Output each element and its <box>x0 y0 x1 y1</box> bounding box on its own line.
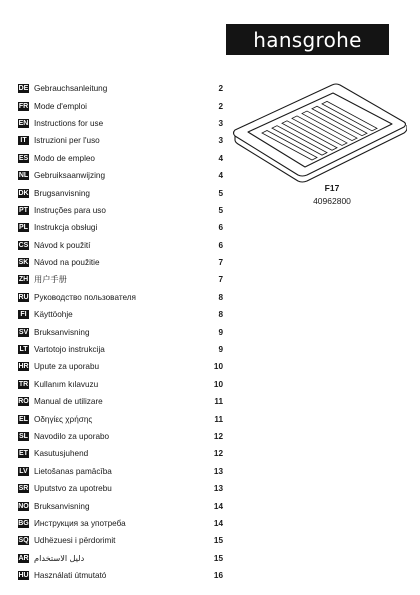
product-model: F17 <box>324 183 340 193</box>
toc-page-number: 3 <box>218 136 223 146</box>
toc-page-number: 9 <box>218 327 223 337</box>
toc-title: Bruksanvisning <box>34 327 90 337</box>
toc-title: دليل الاستخدام <box>34 554 85 564</box>
toc-title: Upute za uporabu <box>34 362 100 372</box>
language-code-badge: NL <box>18 172 29 180</box>
toc-page-number: 5 <box>218 188 223 198</box>
toc-entry <box>18 80 223 97</box>
toc-page-number: 2 <box>218 84 223 94</box>
language-code-badge: HU <box>18 572 29 580</box>
toc-entry <box>18 445 223 462</box>
article-number: 40962800 <box>313 196 351 206</box>
toc-page-number: 13 <box>213 466 223 476</box>
toc-page-number: 4 <box>218 171 223 181</box>
language-code-badge: FR <box>18 102 29 110</box>
toc-title: 用户手册 <box>34 275 67 285</box>
toc-page-number: 15 <box>213 553 223 563</box>
toc-title: Instrukcja obsługi <box>34 223 98 233</box>
toc-title: Gebruiksaanwijzing <box>34 171 105 181</box>
toc-page-number: 8 <box>218 292 223 302</box>
language-code-badge: EL <box>19 415 28 423</box>
toc-entry <box>18 271 223 288</box>
toc-title: Návod na použitie <box>34 258 100 268</box>
sink-tray-illustration <box>232 78 407 188</box>
language-code-badge: CS <box>18 241 29 249</box>
toc-entry <box>18 376 223 393</box>
toc-title: Bruksanvisning <box>34 501 90 511</box>
language-code-badge: ET <box>19 450 28 458</box>
toc-page-number: 6 <box>218 240 223 250</box>
toc-page-number: 4 <box>218 153 223 163</box>
language-code-badge: RU <box>18 293 29 301</box>
language-code-badge: DE <box>18 85 29 93</box>
toc-entry <box>18 202 223 219</box>
toc-entry <box>18 428 223 445</box>
toc-entry <box>18 532 223 549</box>
toc-page-number: 14 <box>213 518 223 528</box>
language-code-badge: LV <box>19 467 28 475</box>
toc-page-number: 2 <box>218 101 223 111</box>
toc-page-number: 11 <box>214 414 223 424</box>
toc-title: Brugsanvisning <box>34 188 90 198</box>
language-code-badge: HR <box>18 363 29 371</box>
toc-page-number: 10 <box>213 362 223 372</box>
toc-page-number: 11 <box>214 397 223 407</box>
tray-slot <box>272 126 327 156</box>
tray-slot <box>312 106 367 136</box>
toc-entry <box>18 167 223 184</box>
toc-page-number: 9 <box>218 345 223 355</box>
toc-entry <box>18 358 223 375</box>
language-code-badge: SK <box>18 259 29 267</box>
toc-title: Οδηγίες χρήσης <box>34 414 93 424</box>
toc-entry <box>18 97 223 114</box>
language-code-badge: PT <box>19 206 28 214</box>
toc-page-number: 8 <box>218 310 223 320</box>
toc-page-number: 5 <box>218 205 223 215</box>
toc-entry <box>18 150 223 167</box>
language-code-badge: PL <box>19 224 28 232</box>
toc-title: Kullanım kılavuzu <box>34 379 99 389</box>
toc-title: Udhëzuesi i përdorimit <box>34 536 116 546</box>
language-code-badge: BG <box>18 519 29 527</box>
language-code-badge: SQ <box>18 537 29 545</box>
language-code-badge: FI <box>18 310 29 319</box>
tray-slot <box>282 121 337 150</box>
language-code-badge: RO <box>18 398 29 406</box>
toc-title: Instructions for use <box>34 118 104 128</box>
toc-page-number: 3 <box>218 118 223 128</box>
toc-title: Käyttöohje <box>34 310 73 320</box>
toc-title: Uputstvo za upotrebu <box>34 484 112 494</box>
toc-entry <box>18 219 223 236</box>
toc-title: Navodilo za uporabo <box>34 432 110 441</box>
language-code-badge: DK <box>18 189 29 197</box>
tray-slot <box>322 101 377 131</box>
toc-title: Gebrauchsanleitung <box>34 84 108 94</box>
toc-entry <box>18 115 223 132</box>
tray-slot <box>292 116 347 146</box>
toc-entry <box>18 480 223 497</box>
tray-slot <box>302 111 357 141</box>
toc-page-number: 7 <box>218 275 223 285</box>
toc-title: Lietošanas pamācība <box>34 466 112 476</box>
toc-title: Руководство пользователя <box>34 292 136 302</box>
toc-entry <box>18 323 223 340</box>
language-code-badge: SV <box>18 328 29 336</box>
toc-page-number: 12 <box>213 449 223 459</box>
toc-title: Инструкция за употреба <box>34 518 126 528</box>
toc-title: Mode d'emploi <box>34 101 87 111</box>
toc-page-number: 13 <box>213 484 223 494</box>
brand-logo <box>226 24 389 55</box>
toc-entry <box>18 463 223 480</box>
toc-entry <box>18 184 223 201</box>
toc-entry <box>18 393 223 410</box>
toc-entry <box>18 410 223 427</box>
toc-title: Istruzioni per l'uso <box>34 136 100 146</box>
toc-entry <box>18 497 223 514</box>
toc-title: Használati útmutató <box>34 571 107 581</box>
toc-entry <box>18 550 223 567</box>
toc-title: Kasutusjuhend <box>34 449 89 459</box>
language-code-badge: EN <box>18 119 29 127</box>
toc-page-number: 6 <box>218 223 223 233</box>
toc-entry <box>18 237 223 254</box>
toc-entry <box>18 132 223 149</box>
brand-name: hansgrohe <box>253 27 362 52</box>
language-code-badge: SL <box>19 433 28 440</box>
toc-entry <box>18 515 223 532</box>
language-code-badge: ZH <box>18 276 29 284</box>
toc-page-number: 16 <box>213 571 223 581</box>
toc-entry <box>18 306 223 323</box>
table-of-contents <box>18 80 223 584</box>
language-code-badge: TR <box>18 380 29 388</box>
toc-entry <box>18 254 223 271</box>
toc-title: Instruções para uso <box>34 205 106 215</box>
language-code-badge: IT <box>18 136 29 145</box>
toc-page-number: 15 <box>213 536 223 546</box>
language-code-badge: NO <box>18 502 29 510</box>
toc-title: Manual de utilizare <box>34 397 103 407</box>
toc-title: Modo de empleo <box>34 153 95 163</box>
language-code-badge: AR <box>18 554 29 562</box>
toc-entry <box>18 341 223 358</box>
toc-page-number: 10 <box>213 379 223 389</box>
language-code-badge: ES <box>18 154 29 162</box>
toc-page-number: 12 <box>213 432 223 441</box>
language-code-badge: SR <box>18 485 29 493</box>
toc-title: Návod k použití <box>34 240 91 250</box>
toc-page-number: 14 <box>213 501 223 511</box>
toc-entry <box>18 289 223 306</box>
toc-page-number: 7 <box>218 258 223 268</box>
language-code-badge: LT <box>19 346 28 354</box>
toc-title: Vartotojo instrukcija <box>34 345 105 355</box>
toc-entry <box>18 567 223 584</box>
